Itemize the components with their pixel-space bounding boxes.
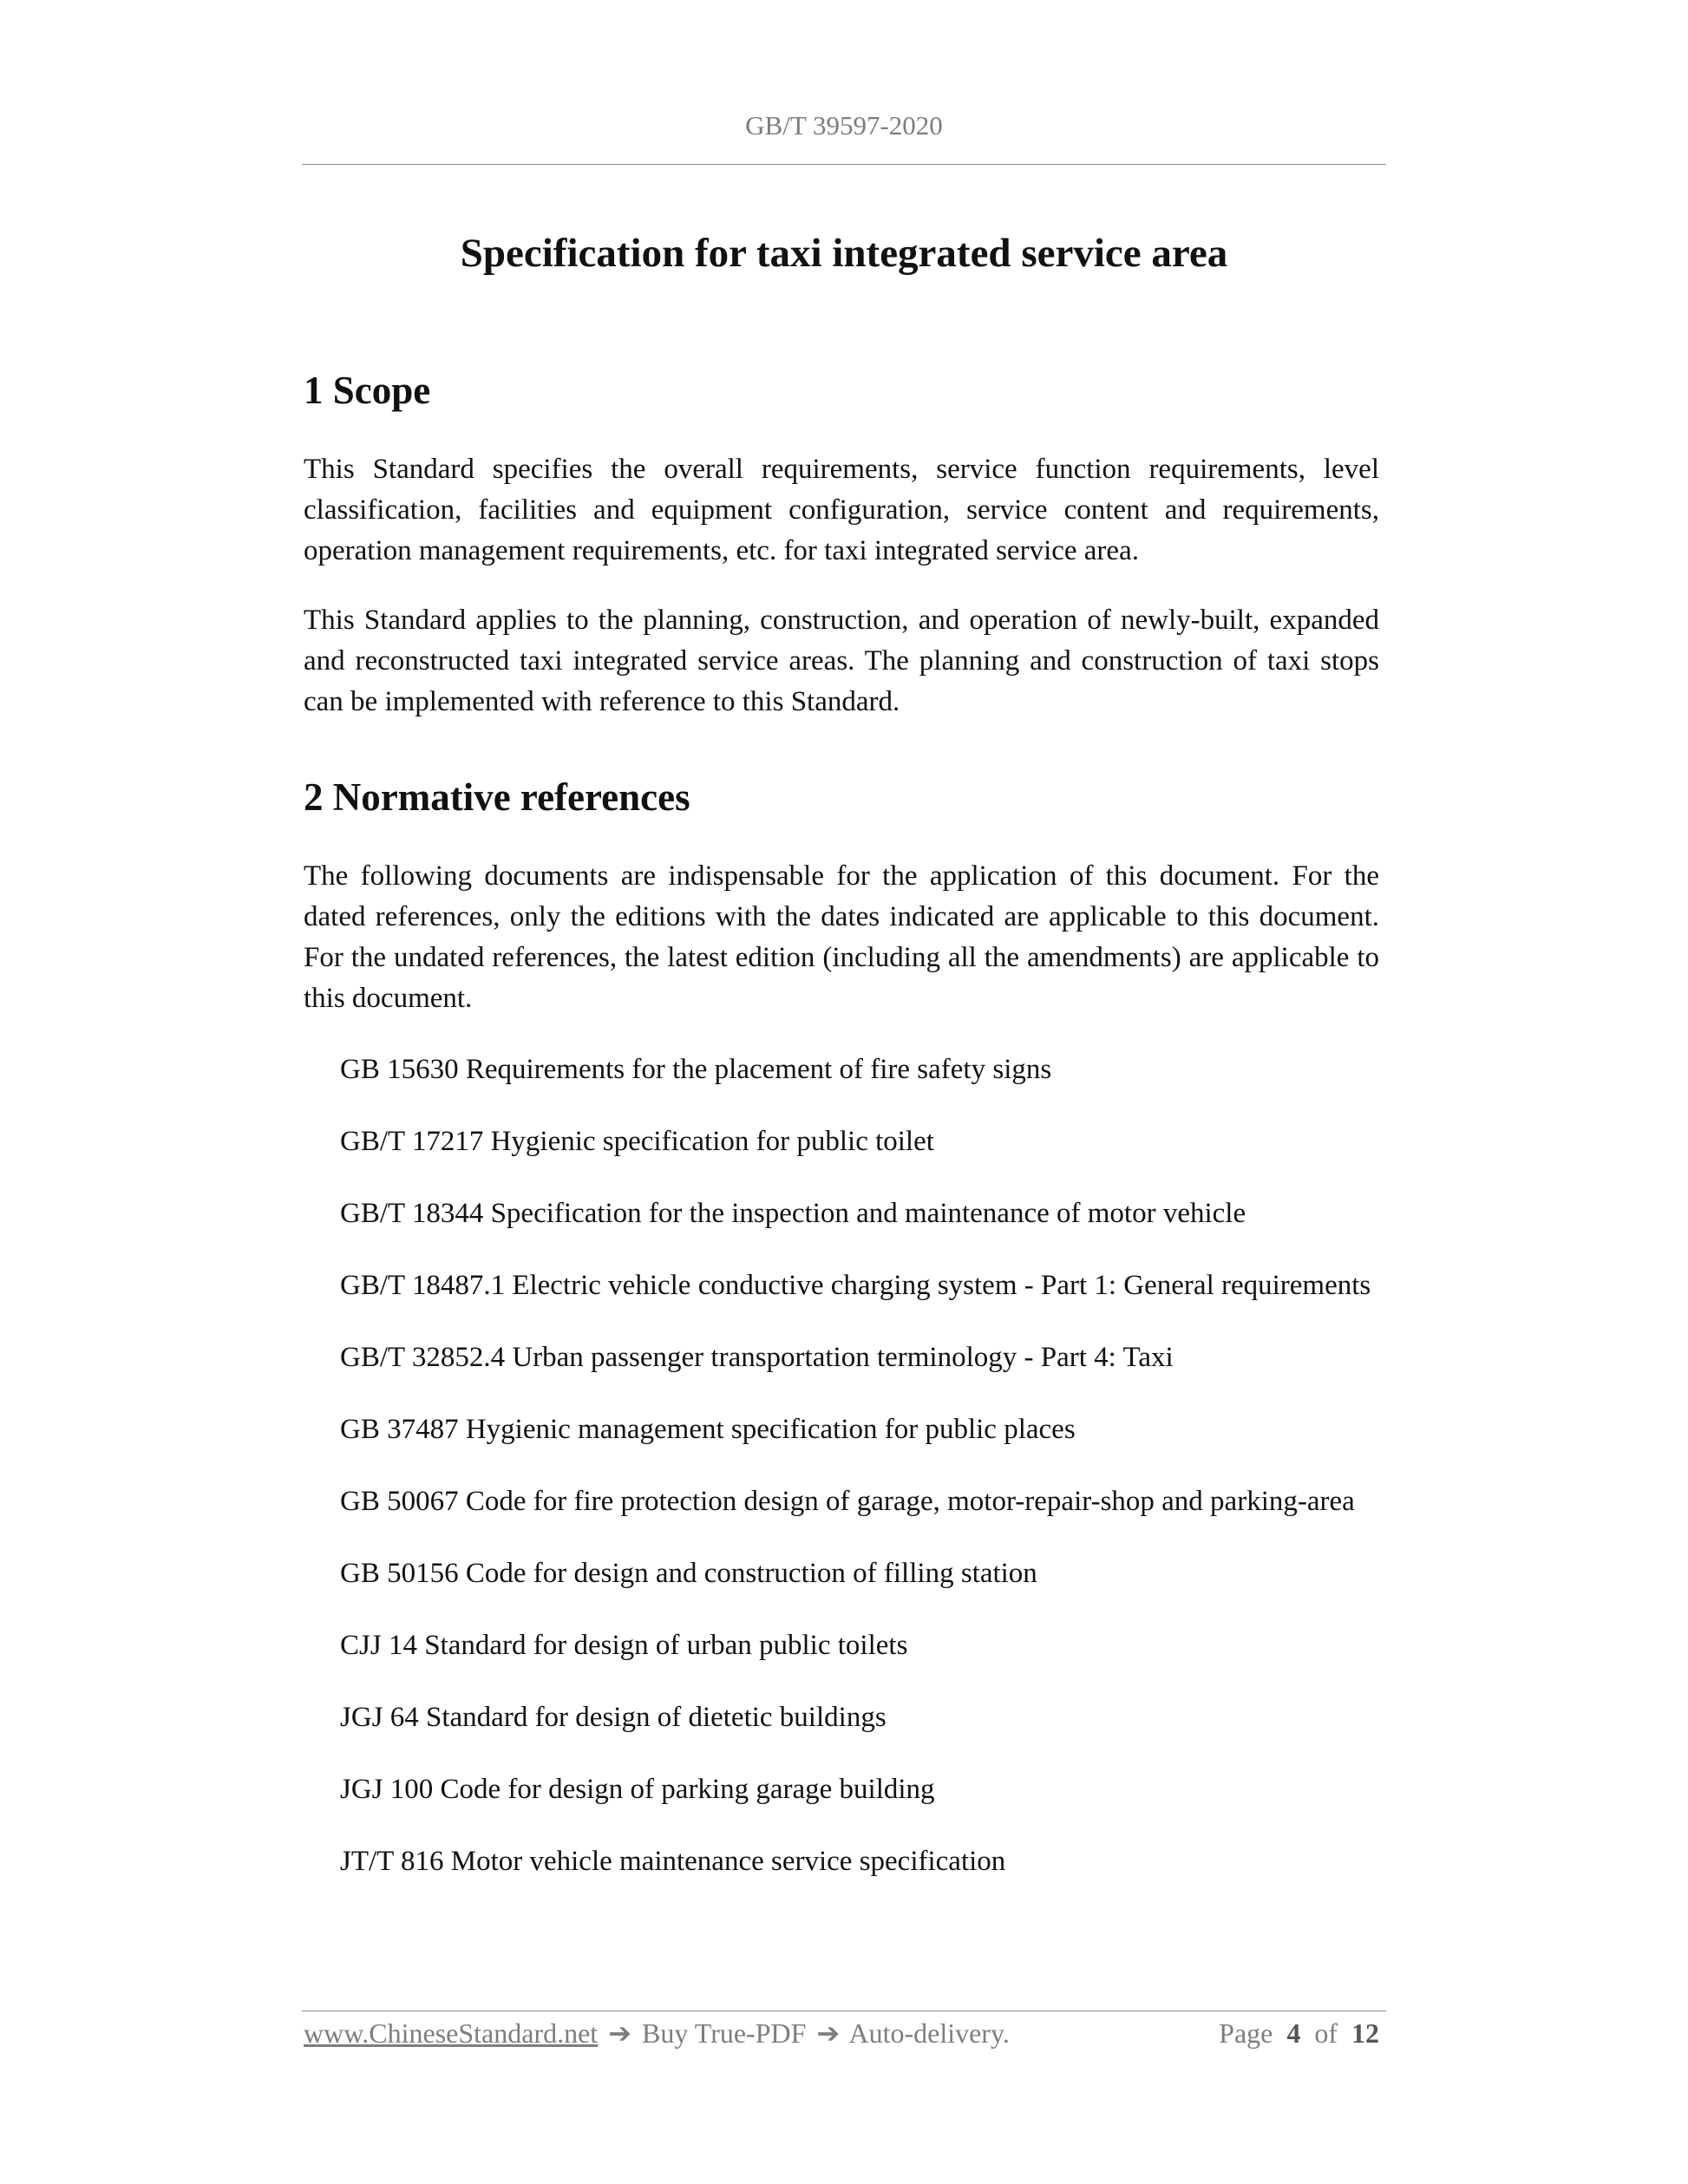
reference-item: GB/T 18487.1 Electric vehicle conductive charging system - Part 1: General requirements <box>340 1270 1371 1301</box>
reference-item: GB/T 32852.4 Urban passenger transportation terminology - Part 4: Taxi <box>340 1342 1174 1373</box>
scope-paragraph: This Standard applies to the planning, construction, and operation of newly-built, expanded and reconstructed taxi integrated service areas. The planning and construction of taxi stops can be implemented with reference to this Standard. <box>304 605 1379 717</box>
footer-promo <box>304 2014 1010 2052</box>
site-link[interactable]: www.ChineseStandard.net <box>304 2017 599 2049</box>
right-arrow-icon: ➔ <box>816 2017 841 2049</box>
reference-item: GB 50067 Code for fire protection design of garage, motor-repair-shop and parking-area <box>340 1486 1355 1517</box>
reference-list <box>304 1049 1379 1882</box>
document-code-header: GB/T 39597-2020 <box>745 110 943 141</box>
reference-item: GB/T 18344 Specification for the inspection and maintenance of motor vehicle <box>340 1198 1246 1229</box>
total-pages-number: 12 <box>1351 2017 1379 2049</box>
reference-item: GB 15630 Requirements for the placement of fire safety signs <box>340 1054 1052 1085</box>
of-label: of <box>1314 2017 1338 2049</box>
reference-item: GB/T 17217 Hygienic specification for public toilet <box>340 1126 934 1157</box>
reference-item: GB 50156 Code for design and construction of filling station <box>340 1558 1037 1589</box>
page-indicator <box>1219 2014 1379 2052</box>
buy-pdf-text: Buy True-PDF <box>642 2017 807 2049</box>
document-body <box>304 364 1379 1913</box>
current-page-number: 4 <box>1286 2017 1301 2049</box>
right-arrow-icon: ➔ <box>608 2017 631 2049</box>
reference-item: JGJ 64 Standard for design of dietetic buildings <box>340 1702 887 1733</box>
page-label: Page <box>1219 2017 1273 2049</box>
auto-delivery-text: Auto-delivery. <box>848 2017 1010 2049</box>
document-title: Specification for taxi integrated service area <box>460 231 1228 276</box>
header-divider <box>302 164 1386 165</box>
reference-item: JT/T 816 Motor vehicle maintenance service specification <box>340 1846 1006 1877</box>
reference-item: GB 37487 Hygienic management specification for public places <box>340 1414 1076 1445</box>
reference-item: CJJ 14 Standard for design of urban public toilets <box>340 1630 908 1661</box>
section-heading-scope: 1 Scope <box>304 369 431 412</box>
section-heading-normative-references: 2 Normative references <box>304 775 690 819</box>
page-footer <box>304 2014 1379 2052</box>
normative-references-intro: The following documents are indispensable for the application of this document. For the dated references, only the editions with the dates indicated are applicable to this document. For the undated references, the latest edition (including all the amendments) are applicable to this document. <box>304 860 1379 1014</box>
reference-item: JGJ 100 Code for design of parking garage building <box>340 1774 935 1805</box>
scope-paragraph: This Standard specifies the overall requirements, service function requirements, level classification, facilities and equipment configuration, service content and requirements, operation management requirements, etc. for taxi integrated service area. <box>304 454 1379 566</box>
